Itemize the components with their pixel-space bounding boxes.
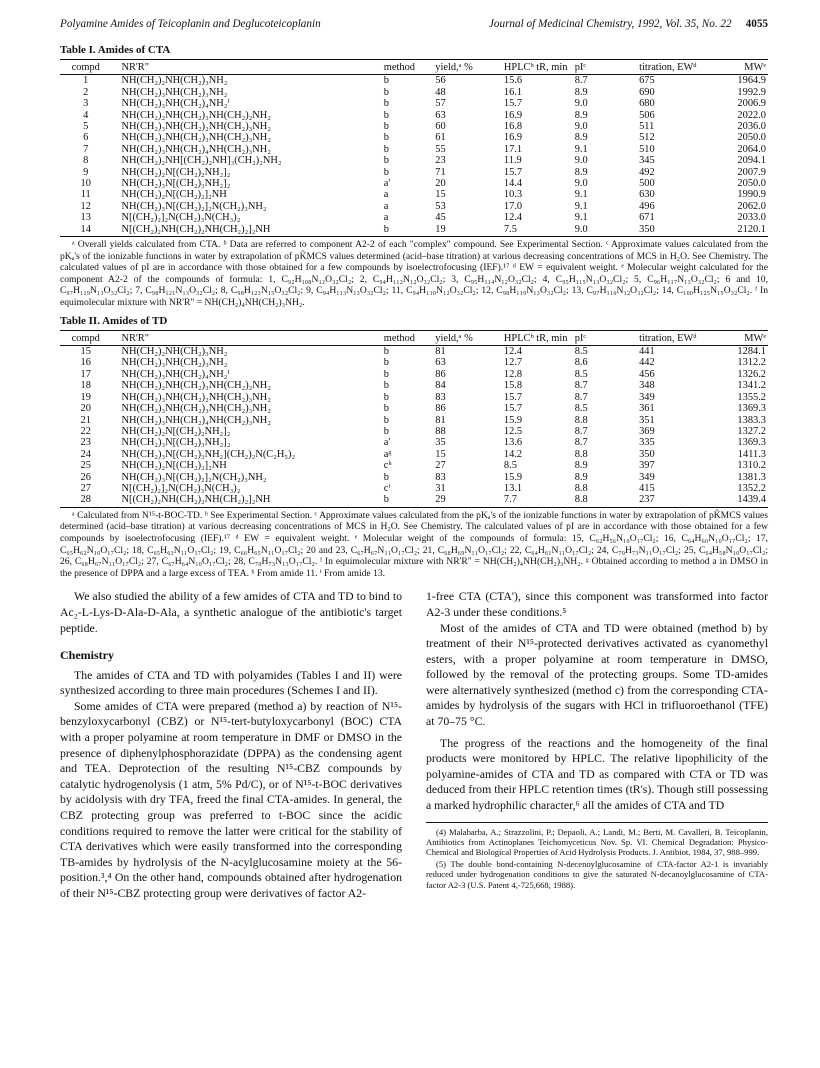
table-row — [60, 98, 768, 109]
cell-method: b — [383, 391, 389, 403]
cell-titration: 511 — [639, 121, 655, 133]
cell-titration: 335 — [639, 437, 655, 449]
column-header-amine: NR'R" — [111, 60, 381, 75]
cell-compd: 27 — [80, 482, 91, 494]
table-row — [60, 178, 768, 189]
cell-method: b — [383, 380, 389, 392]
column-header-yield: yield,ᵃ % — [433, 330, 502, 345]
cell-method: b — [383, 98, 389, 110]
cell-amine: NH(CH₂)₂N[(CH₂)₂]₂NH — [121, 189, 227, 201]
intro-paragraph: We also studied the ability of a few amides of CTA and TD to bind to Ac₂-L-Lys-D-Ala-D-Ala, a synthetic analogue of the antibiotic's target peptide. — [60, 589, 402, 635]
cell-yield: 71 — [435, 166, 446, 178]
cell-titration: 397 — [639, 460, 655, 472]
cell-titration: 349 — [639, 471, 655, 483]
cell-amine: NH(CH₂)₃NH(CH₂)₃NH₂ — [121, 357, 228, 369]
cell-hplc: 13.6 — [503, 437, 523, 449]
cell-titration: 351 — [639, 414, 655, 426]
cell-hplc: 15.8 — [503, 380, 523, 392]
cell-mw: 2036.0 — [737, 121, 766, 133]
table-row — [60, 189, 768, 200]
table1-footnotes — [60, 239, 768, 309]
cell-hplc: 15.9 — [503, 471, 523, 483]
cell-compd: 9 — [83, 166, 89, 178]
cell-mw: 1352.2 — [737, 482, 766, 494]
column-header-compd: compd — [60, 60, 111, 75]
table-row — [60, 449, 768, 460]
cell-titration: 350 — [637, 224, 721, 237]
cell-yield: 83 — [435, 391, 446, 403]
cell-method: cʰ — [383, 460, 392, 472]
cell-hplc: 15.7 — [503, 403, 523, 415]
cell-hplc: 17.0 — [503, 200, 523, 212]
cell-titration: 442 — [639, 357, 655, 369]
cell-mw: 1369.3 — [737, 437, 766, 449]
cell-amine: NH(CH₂)₃NH(CH₂)₄NH₂ᶠ — [121, 368, 230, 380]
cell-method: a — [383, 189, 389, 201]
cell-titration: 361 — [639, 403, 655, 415]
journal-citation: Journal of Medicinal Chemistry, 1992, Vol. 35, No. 22 — [488, 18, 732, 30]
cell-yield: 84 — [435, 380, 446, 392]
column-header-yield: yield,ᵃ % — [433, 60, 502, 75]
cell-pi: 8.5 — [574, 403, 588, 415]
cell-amine: NH(CH₂)₃N[(CH₂)₃NH₂]₂ — [121, 437, 231, 449]
continued-paragraph: 1-free CTA (CTA'), since this component was transformed into factor A2-3 under these conditions.⁵ — [426, 589, 768, 619]
cell-pi: 8.5 — [574, 346, 588, 358]
cell-hplc: 7.5 — [502, 224, 573, 237]
cell-amine: NH(CH₂)₃NH(CH₂)₂NH(CH₂)₃NH₂ — [121, 391, 271, 403]
column-header-amine: NR'R" — [111, 330, 381, 345]
table-row — [60, 346, 768, 358]
column-header-mw: MWᵉ — [721, 330, 768, 345]
cell-yield: 55 — [435, 143, 446, 155]
table2-caption: Table II. Amides of TD — [60, 314, 168, 327]
article-short-title: Polyamine Amides of Teicoplanin and Deglucoteicoplanin — [60, 18, 321, 30]
table-row — [60, 472, 768, 483]
column-header-hplc: HPLCᵇ tR, min — [502, 330, 573, 345]
chemistry-paragraph-2: Some amides of CTA were prepared (method a) by reaction of N¹⁵-benzyloxycarbonyl (CBZ) or N¹⁵-tert-butyloxycarbonyl (BOC) CTA with a proper polyamine at room temperature in DMF or DMSO in the presence of diphenylphosphorazidate (DPPA) as the condensing agent and TEA. Deprotection of the resulting N¹⁵-CBZ compounds by catalytic hydrogenolysis (1 atm, 5% Pd/C), or of N¹⁵-t-BOC derivatives by acidolysis with dry TFA, freed the final CTA-amides. In general, the CBZ protecting group was preferred to t-BOC since the acidic conditions required to remove the latter were critical for the stability of CTA derivatives which were easily transformed into the corresponding TB-amides by hydrolysis of the N-acylglucosamine moiety at the 56-position.³,⁴ On the other hand, compounds obtained after hydrogenation of their N¹⁵-CBZ protecting group were derivatives of factor A2- — [60, 698, 402, 900]
cell-amine: NH(CH₂)₂NH(CH₂)₃NH(CH₂)₂NH₂ — [121, 380, 271, 392]
cell-titration: 349 — [639, 391, 655, 403]
cell-method: b — [383, 357, 389, 369]
cell-method: a' — [383, 437, 391, 449]
cell-pi: 8.8 — [574, 482, 588, 494]
cell-mw: 1992.9 — [737, 86, 766, 98]
table-row — [60, 87, 768, 98]
cell-compd: 12 — [80, 200, 91, 212]
cell-pi: 8.7 — [574, 425, 588, 437]
cell-mw: 1327.2 — [737, 425, 766, 437]
cell-yield: 88 — [435, 425, 446, 437]
cell-titration: 630 — [639, 189, 655, 201]
table1 — [60, 59, 768, 237]
column-header-method: method — [382, 330, 433, 345]
cell-yield: 86 — [435, 368, 446, 380]
cell-pi: 8.7 — [574, 380, 588, 392]
cell-hplc: 8.5 — [503, 460, 517, 472]
table1-caption: Table I. Amides of CTA — [60, 44, 171, 56]
cell-yield: 81 — [435, 414, 446, 426]
references — [426, 822, 768, 890]
cell-pi: 9.1 — [574, 212, 588, 224]
cell-amine: NH(CH₂)₂N[(CH₂)₂NH₂]₂ — [121, 166, 231, 178]
cell-mw: 1310.2 — [737, 460, 766, 472]
cell-yield: 35 — [435, 437, 446, 449]
cell-hplc: 16.9 — [503, 109, 523, 121]
cell-compd: 11 — [80, 189, 91, 201]
cell-yield: 23 — [435, 155, 446, 167]
cell-compd: 23 — [80, 437, 91, 449]
cell-titration: 415 — [639, 482, 655, 494]
cell-yield: 19 — [433, 224, 502, 237]
table1-notes-text: ᵃ Overall yields calculated from CTA. ᵇ Data are referred to component A2-2 of each "complex" compound. See Experimental Section. ᶜ Approximate values calculated from the pKₐ's of the ionizable functions in water by extrapolation of pK̃MCS values determined (acid–base titration) at various decreasing concentrations of MCS in H₂O. See Chemistry. The calculated values of pI are in accordance with those obtained for a few compounds by isoelectrofocusing (IEF).¹⁷ ᵈ EW = equivalent weight. ᵉ Molecular weight calculated for the component A2-2 of the compounds of formula: 1, C₉₂H₁₀₈N₁₂O₃₂Cl₂; 2, C₉₄H₁₁₂N₁₂O₃₂Cl₂; 3, C₉₅H₁₁₄N₁₂O₃₂Cl₂; 4, C₉₅H₁₁₅N₁₃O₃₂Cl₂; 5, C₉₆H₁₁₇N₁₃O₃₂Cl₂; 6 and 10, C₉₇H₁₁₉N₁₃O₃₂Cl₂; 7, C₉₈H₁₂₁N₁₃O₃₂Cl₂; 8, C₉₈H₁₂₃N₁₅O₃₂Cl₂; 9, C₉₄H₁₁₃N₁₃O₃₂Cl₂; 11, C₉₄H₁₁₀N₁₂O₃₂Cl₂; 12, C₉₈H₁₁₉N₁₃O₃₂Cl₂; 13, C₉₇H₁₁₆N₁₂O₃₂Cl₂; 14, C₁₀₀H₁₂₅N₁₅O₃₂Cl₂. ᶠ In equimolecular mixture with NR'R" = NH(CH₂)₄NH(CH₂)₃NH₂. — [60, 239, 768, 309]
cell-mw: 1411.3 — [737, 448, 766, 460]
cell-titration: 496 — [639, 200, 655, 212]
cell-hplc: 12.8 — [503, 368, 523, 380]
table-row — [60, 212, 768, 223]
cell-yield: 61 — [435, 132, 446, 144]
cell-hplc: 12.4 — [503, 346, 523, 358]
left-column — [60, 589, 402, 901]
cell-compd: 28 — [60, 494, 111, 507]
table-row — [60, 110, 768, 121]
cell-mw: 1355.2 — [737, 391, 766, 403]
table-row — [60, 155, 768, 166]
cell-amine: NH(CH₂)₃NH(CH₂)₃NH(CH₂)₃NH₂ — [121, 403, 271, 415]
column-header-hplc: HPLCᵇ tR, min — [502, 60, 573, 75]
cell-compd: 6 — [83, 132, 89, 144]
cell-pi: 9.0 — [574, 98, 588, 110]
page-number: 4055 — [745, 18, 768, 30]
cell-pi: 8.9 — [574, 166, 588, 178]
cell-pi: 8.9 — [574, 109, 588, 121]
table2-notes-text: ᵃ Calculated from N¹⁵-t-BOC-TD. ᵇ See Experimental Section. ᶜ Approximate values calculated from the pKₐ's of the ionizable functions in water by extrapolation of pK̃MCS values determined (acid–base titration) at various decreasing concentrations of MCS in H₂O. See Chemistry. The calculated values of pI are in accordance with those obtained for a few compounds by isoelectrofocusing (IEF).¹⁷ ᵈ EW = equivalent weight. ᵉ Molecular weight of the compounds of formula: 15, C₆₂H₅₆N₁₀O₁₇Cl₂; 16, C₆₄H₆₀N₁₀O₁₇Cl₂; 17, C₆₅H₆₂N₁₀O₁₇Cl₂; 18, C₆₅H₆₃N₁₁O₁₇Cl₂; 19, C₆₆H₆₅N₁₁O₁₇Cl₂; 20 and 23, C₆₇H₆₇N₁₁O₁₇Cl₂; 21, C₆₈H₆₉N₁₁O₁₇Cl₂; 22, C₆₄H₆₁N₁₁O₁₇Cl₂; 24, C₇₀H₇₃N₁₁O₁₇Cl₂; 25, C₆₄H₅₈N₁₀O₁₇Cl₂; 26, C₆₈H₆₇N₁₁O₁₇Cl₂; 27, C₆₇H₆₄N₁₀O₁₇Cl₂; 28, C₇₀H₇₃N₁₃O₁₇Cl₂. ᶠ In equimolecular mixture with NR'R" = NH(CH₂)₄NH(CH₂)₃NH₂. ᵍ Obtained according to method a in DMSO in the presence of DPPA and a large excess of TEA. ʰ From amide 11. ⁱ From amide 13. — [60, 509, 768, 579]
column-header-method: method — [382, 60, 433, 75]
cell-yield: 29 — [433, 494, 502, 507]
cell-pi: 9.0 — [574, 155, 588, 167]
cell-pi: 9.1 — [574, 200, 588, 212]
cell-yield: 86 — [435, 403, 446, 415]
chemistry-paragraph-1: The amides of CTA and TD with polyamides (Tables I and II) were synthesized according to three main procedures (Schemes I and II). — [60, 667, 402, 698]
cell-amine: NH(CH₂)₃NH(CH₂)₃NH₂ — [121, 86, 228, 98]
cell-amine: NH(CH₂)₃N[(CH₂)₂]₂N(CH₂)₃NH₂ — [121, 200, 267, 212]
table-row — [60, 144, 768, 155]
reference-4: (4) Malabarba, A.; Strazzolini, P.; Depaoli, A.; Landi, M.; Berti, M. Cavalleri, B. Teicoplanin, Antibiotics from Actinoplanes Teichomyceticus Nov. Sp. VI. Chemical Degradation: Physico-Chemical and Biological Properties of Acid Hydrolysis Products. J. Antibiot. 1984, 37, 988–999. — [426, 826, 768, 858]
cell-amine: NH(CH₂)₃NH(CH₂)₄NH₂ᶠ — [121, 98, 230, 110]
cell-yield: 63 — [435, 109, 446, 121]
cell-hplc: 15.6 — [503, 75, 523, 87]
table2-footnotes — [60, 510, 768, 580]
reference-5: (5) The double bond-containing N-decenoylglucosamine of CTA-factor A2-1 is invariably reduced under hydrogenation conditions to give the saturated N-decanoylglucosamine of CTA-factor A2-3 (U.S. Patent 4,-725,668, 1988). — [426, 859, 768, 890]
cell-hplc: 13.1 — [503, 482, 523, 494]
cell-method: b — [383, 368, 389, 380]
cell-mw: 2007.9 — [737, 166, 766, 178]
cell-compd: 22 — [80, 425, 91, 437]
cell-titration: 350 — [639, 448, 655, 460]
column-header-pi: pIᶜ — [573, 60, 637, 75]
column-header-titration: titration, EWᵈ — [637, 330, 721, 345]
cell-amine: N[(CH₂)₂]₂N(CH₂)₃N(CH₃)₂ — [121, 212, 241, 224]
cell-method: b — [383, 143, 389, 155]
cell-compd: 7 — [83, 143, 89, 155]
cell-mw: 2022.0 — [737, 109, 766, 121]
cell-compd: 5 — [83, 121, 89, 133]
cell-amine: NH(CH₂)₂NH(CH₂)₃NH₂ — [121, 75, 228, 87]
cell-mw: 1964.9 — [737, 75, 766, 87]
cell-hplc: 11.9 — [503, 155, 522, 167]
cell-hplc: 16.1 — [503, 86, 523, 98]
cell-method: aᵍ — [383, 448, 392, 460]
cell-hplc: 14.2 — [503, 448, 523, 460]
cell-compd: 3 — [83, 98, 89, 110]
cell-mw: 1439.4 — [721, 494, 768, 507]
cell-compd: 26 — [80, 471, 91, 483]
cell-titration: 237 — [637, 494, 721, 507]
cell-pi: 8.8 — [573, 494, 637, 507]
cell-titration: 345 — [639, 155, 655, 167]
cell-amine: NH(CH₂)₂N[(CH₂)₂]₂NH — [121, 460, 227, 472]
body-columns — [60, 589, 768, 901]
cell-compd: 4 — [83, 109, 89, 121]
cell-mw: 2064.0 — [737, 143, 766, 155]
cell-amine: NH(CH₂)₂NH[(CH₂)₂NH]₃(CH₂)₂NH₂ — [121, 155, 282, 167]
cell-amine: N[(CH₂)₂]₂N(CH₂)₃N(CH₃)₂ — [121, 482, 241, 494]
cell-compd: 19 — [80, 391, 91, 403]
cell-titration: 348 — [639, 380, 655, 392]
column-header-compd: compd — [60, 330, 111, 345]
journal-page — [60, 18, 768, 902]
cell-method: b — [383, 109, 389, 121]
cell-amine: NH(CH₂)₃N[(CH₂)₂]₂N(CH₂)₃NH₂ — [121, 471, 267, 483]
cell-pi: 8.9 — [574, 86, 588, 98]
table-row — [60, 132, 768, 143]
table-row — [60, 224, 768, 237]
right-column — [426, 589, 768, 901]
cell-compd: 2 — [83, 86, 89, 98]
cell-amine: NH(CH₂)₂N[(CH₂)₂NH₂]₂ — [121, 425, 231, 437]
cell-compd: 15 — [80, 346, 91, 358]
section-heading-chemistry: Chemistry — [60, 648, 114, 663]
cell-pi: 9.0 — [574, 121, 588, 133]
table-row — [60, 369, 768, 380]
cell-yield: 15 — [435, 448, 446, 460]
cell-titration: 675 — [639, 75, 655, 87]
column-header-titration: titration, EWᵈ — [637, 60, 721, 75]
cell-yield: 31 — [435, 482, 446, 494]
cell-mw: 2033.0 — [737, 212, 766, 224]
cell-pi: 8.7 — [574, 437, 588, 449]
cell-titration: 506 — [639, 109, 655, 121]
cell-pi: 8.9 — [574, 132, 588, 144]
cell-amine: NH(CH₂)₂NH(CH₂)₃NH₂ — [121, 346, 228, 358]
cell-hplc: 7.7 — [502, 494, 573, 507]
cell-method: b — [383, 166, 389, 178]
cell-pi: 9.1 — [574, 189, 588, 201]
cell-titration: 680 — [639, 98, 655, 110]
cell-pi: 9.0 — [573, 224, 637, 237]
cell-method: b — [383, 425, 389, 437]
cell-amine: NH(CH₂)₂NH(CH₂)₃NH(CH₂)₂NH₂ — [121, 109, 271, 121]
cell-titration: 369 — [639, 425, 655, 437]
cell-mw: 1284.1 — [737, 346, 766, 358]
table2 — [60, 330, 768, 508]
cell-compd: 17 — [80, 368, 91, 380]
cell-hplc: 16.8 — [503, 121, 523, 133]
cell-compd: 1 — [83, 75, 89, 87]
cell-compd: 24 — [80, 448, 91, 460]
cell-compd: 16 — [80, 357, 91, 369]
cell-amine: NH(CH₂)₃NH(CH₂)₄NH(CH₂)₃NH₂ — [121, 143, 271, 155]
cell-amine: NH(CH₂)₃N[(CH₂)₃NH₂](CH₂)₂N(C₂H₅)₂ — [121, 448, 296, 460]
cell-pi: 8.7 — [574, 391, 588, 403]
cell-titration: 456 — [639, 368, 655, 380]
cell-method: b — [383, 403, 389, 415]
cell-hplc: 10.3 — [503, 189, 523, 201]
cell-yield: 53 — [435, 200, 446, 212]
cell-method: b — [383, 132, 389, 144]
cell-method: b — [383, 86, 389, 98]
cell-method: a' — [383, 178, 391, 190]
cell-yield: 27 — [435, 460, 446, 472]
cell-titration: 492 — [639, 166, 655, 178]
cell-mw: 2050.0 — [737, 178, 766, 190]
cell-pi: 8.5 — [574, 368, 588, 380]
table-row — [60, 201, 768, 212]
cell-method: b — [383, 471, 389, 483]
table-row — [60, 403, 768, 414]
cell-hplc: 15.7 — [503, 98, 523, 110]
cell-mw: 2062.0 — [737, 200, 766, 212]
cell-method: b — [383, 346, 389, 358]
table-row — [60, 75, 768, 87]
cell-mw: 1990.9 — [737, 189, 766, 201]
cell-titration: 671 — [639, 212, 655, 224]
cell-hplc: 15.9 — [503, 414, 523, 426]
cell-mw: 2094.1 — [737, 155, 766, 167]
cell-pi: 9.0 — [574, 178, 588, 190]
cell-mw: 1326.2 — [737, 368, 766, 380]
cell-mw: 1381.3 — [737, 471, 766, 483]
cell-titration: 500 — [639, 178, 655, 190]
cell-pi: 8.8 — [574, 448, 588, 460]
cell-hplc: 12.5 — [503, 425, 523, 437]
cell-amine: NH(CH₂)₃NH(CH₂)₄NH(CH₂)₃NH₂ — [121, 414, 271, 426]
cell-pi: 8.6 — [574, 357, 588, 369]
cell-yield: 15 — [435, 189, 446, 201]
cell-titration: 441 — [639, 346, 655, 358]
cell-yield: 20 — [435, 178, 446, 190]
column-header-pi: pIᶜ — [573, 330, 637, 345]
cell-compd: 13 — [80, 212, 91, 224]
cell-pi: 8.9 — [574, 471, 588, 483]
cell-pi: 9.1 — [574, 143, 588, 155]
cell-hplc: 12.4 — [503, 212, 523, 224]
cell-method: b — [383, 121, 389, 133]
cell-titration: 690 — [639, 86, 655, 98]
cell-titration: 512 — [639, 132, 655, 144]
cell-yield: 63 — [435, 357, 446, 369]
cell-pi: 8.8 — [574, 414, 588, 426]
cell-amine: NH(CH₂)₃NH(CH₂)₂NH(CH₂)₃NH₂ — [121, 121, 271, 133]
cell-compd: 10 — [80, 178, 91, 190]
cell-amine: N[(CH₂)₂NH(CH₂)₂NH(CH₂)₂]₂NH — [111, 494, 381, 507]
cell-hplc: 12.7 — [503, 357, 523, 369]
table-row — [60, 392, 768, 403]
table-row — [60, 167, 768, 178]
cell-hplc: 15.7 — [503, 391, 523, 403]
cell-compd: 14 — [60, 224, 111, 237]
cell-yield: 83 — [435, 471, 446, 483]
cell-compd: 18 — [80, 380, 91, 392]
cell-titration: 510 — [639, 143, 655, 155]
cell-method: b — [383, 155, 389, 167]
cell-amine: N[(CH₂)₂NH(CH₂)₂NH(CH₂)₂]₂NH — [111, 224, 381, 237]
table-row — [60, 437, 768, 448]
cell-compd: 20 — [80, 403, 91, 415]
cell-method: a — [383, 212, 389, 224]
method-b-paragraph: Most of the amides of CTA and TD were obtained (method b) by treatment of their N¹⁵-protected derivatives activated as cyanomethyl esters, with a proper polyamine at room temperature in DMSO, followed by the removal of the protecting groups. Some TD-amides were alternatively synthesized (method c) from the corresponding CTA-amides by hydrolysis of the sugars with HCl in trifluoroethanol (TFE) at 70–75 °C. — [426, 620, 768, 729]
cell-pi: 8.7 — [574, 75, 588, 87]
cell-pi: 8.9 — [574, 460, 588, 472]
table-row — [60, 460, 768, 471]
cell-hplc: 16.9 — [503, 132, 523, 144]
running-header — [60, 18, 768, 36]
cell-method: b — [383, 75, 389, 87]
table-row — [60, 415, 768, 426]
table-row — [60, 121, 768, 132]
cell-amine: NH(CH₂)₃NH(CH₂)₃NH(CH₂)₃NH₂ — [121, 132, 271, 144]
cell-yield: 45 — [435, 212, 446, 224]
cell-mw: 1383.3 — [737, 414, 766, 426]
cell-mw: 1312.2 — [737, 357, 766, 369]
cell-yield: 60 — [435, 121, 446, 133]
cell-yield: 48 — [435, 86, 446, 98]
column-header-mw: MWᵉ — [721, 60, 768, 75]
cell-mw: 2006.9 — [737, 98, 766, 110]
cell-hplc: 15.7 — [503, 166, 523, 178]
cell-amine: NH(CH₂)₃N[(CH₂)₃NH₂]₂ — [121, 178, 231, 190]
cell-mw: 2120.1 — [721, 224, 768, 237]
table-row — [60, 380, 768, 391]
cell-method: b — [382, 494, 433, 507]
table-row — [60, 426, 768, 437]
cell-yield: 57 — [435, 98, 446, 110]
cell-compd: 8 — [83, 155, 89, 167]
cell-yield: 81 — [435, 346, 446, 358]
cell-hplc: 17.1 — [503, 143, 523, 155]
cell-yield: 56 — [435, 75, 446, 87]
hplc-paragraph: The progress of the reactions and the homogeneity of the final products were monitored by HPLC. The relative lipophilicity of the polyamine-amides of CTA and TD as compared with CTA or TD was deduced from their HPLC retention times (tR's). Though still possessing a marked hydrophilic character,⁶ all the amides of CTA and TD — [426, 735, 768, 813]
cell-compd: 21 — [80, 414, 91, 426]
cell-method: a — [383, 200, 389, 212]
cell-mw: 2050.0 — [737, 132, 766, 144]
cell-method: cⁱ — [383, 482, 391, 494]
table-row — [60, 357, 768, 368]
cell-mw: 1341.2 — [737, 380, 766, 392]
cell-method: b — [382, 224, 433, 237]
cell-compd: 25 — [80, 460, 91, 472]
cell-mw: 1369.3 — [737, 403, 766, 415]
cell-hplc: 14.4 — [503, 178, 523, 190]
table-row — [60, 483, 768, 494]
cell-method: b — [383, 414, 389, 426]
table-row — [60, 494, 768, 507]
